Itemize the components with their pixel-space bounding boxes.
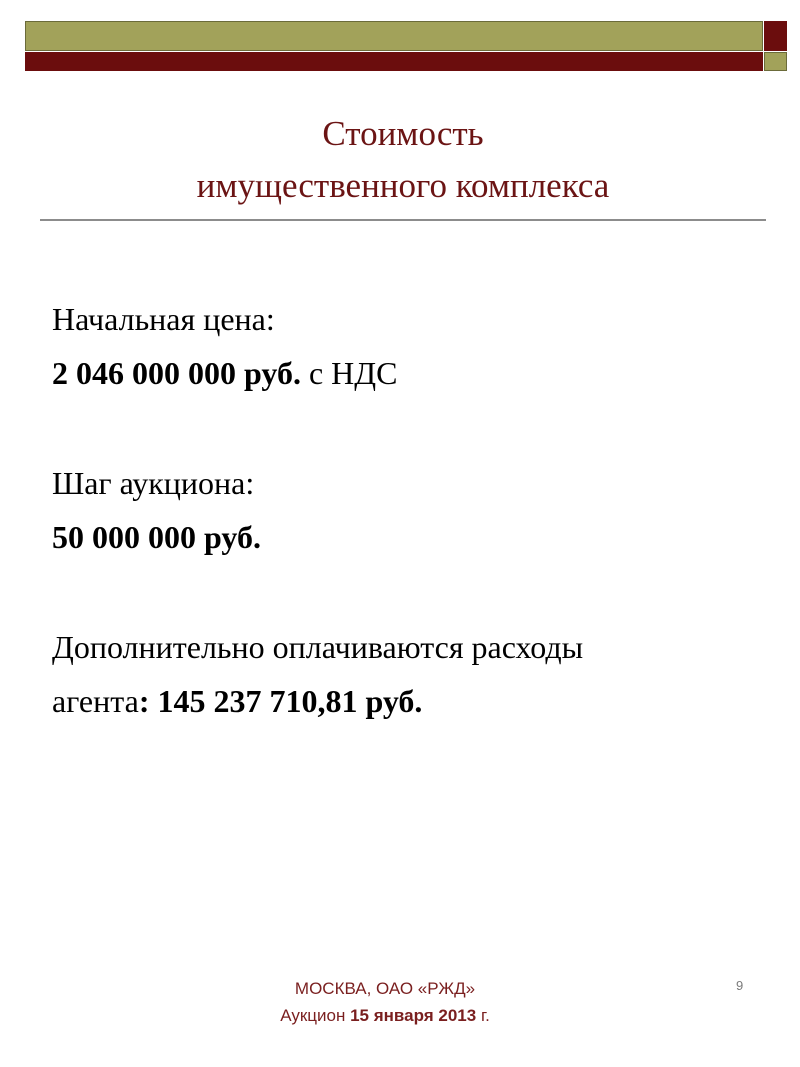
olive-square — [764, 52, 787, 71]
footer-line-1: МОСКВА, ОАО «РЖД» — [294, 979, 476, 998]
extra-costs-prefix: агента — [52, 683, 139, 719]
slide-title-line-1: Стоимость — [322, 114, 484, 153]
page-number: 9 — [736, 978, 744, 993]
start-price-suffix: с НДС — [300, 355, 398, 391]
footer-line-2 — [200, 1002, 570, 1029]
start-price — [52, 346, 772, 400]
slide-footer — [200, 975, 570, 1029]
spacer — [52, 564, 772, 620]
slide-body — [52, 292, 772, 728]
slide-title-line-2: имущественного комплекса — [196, 166, 610, 205]
auction-step-label: Шаг аукциона: — [52, 465, 255, 501]
maroon-square — [764, 21, 787, 51]
auction-step-value: 50 000 000 руб. — [52, 519, 261, 555]
slide-title — [40, 108, 766, 212]
start-price-label: Начальная цена: — [52, 301, 275, 337]
header-decoration — [25, 21, 787, 71]
start-price-value: 2 046 000 000 руб. — [52, 355, 301, 391]
maroon-bar — [25, 52, 763, 71]
footer-date: 15 января 2013 — [350, 1006, 477, 1025]
footer-suffix: г. — [476, 1006, 490, 1025]
title-divider — [40, 219, 766, 221]
footer-prefix: Аукцион — [280, 1006, 351, 1025]
spacer — [52, 400, 772, 456]
extra-costs-value: : 145 237 710,81 руб. — [138, 683, 423, 719]
extra-costs-line-1: Дополнительно оплачиваются расходы — [52, 629, 584, 665]
extra-costs-line-2 — [52, 674, 772, 728]
olive-bar — [25, 21, 763, 51]
